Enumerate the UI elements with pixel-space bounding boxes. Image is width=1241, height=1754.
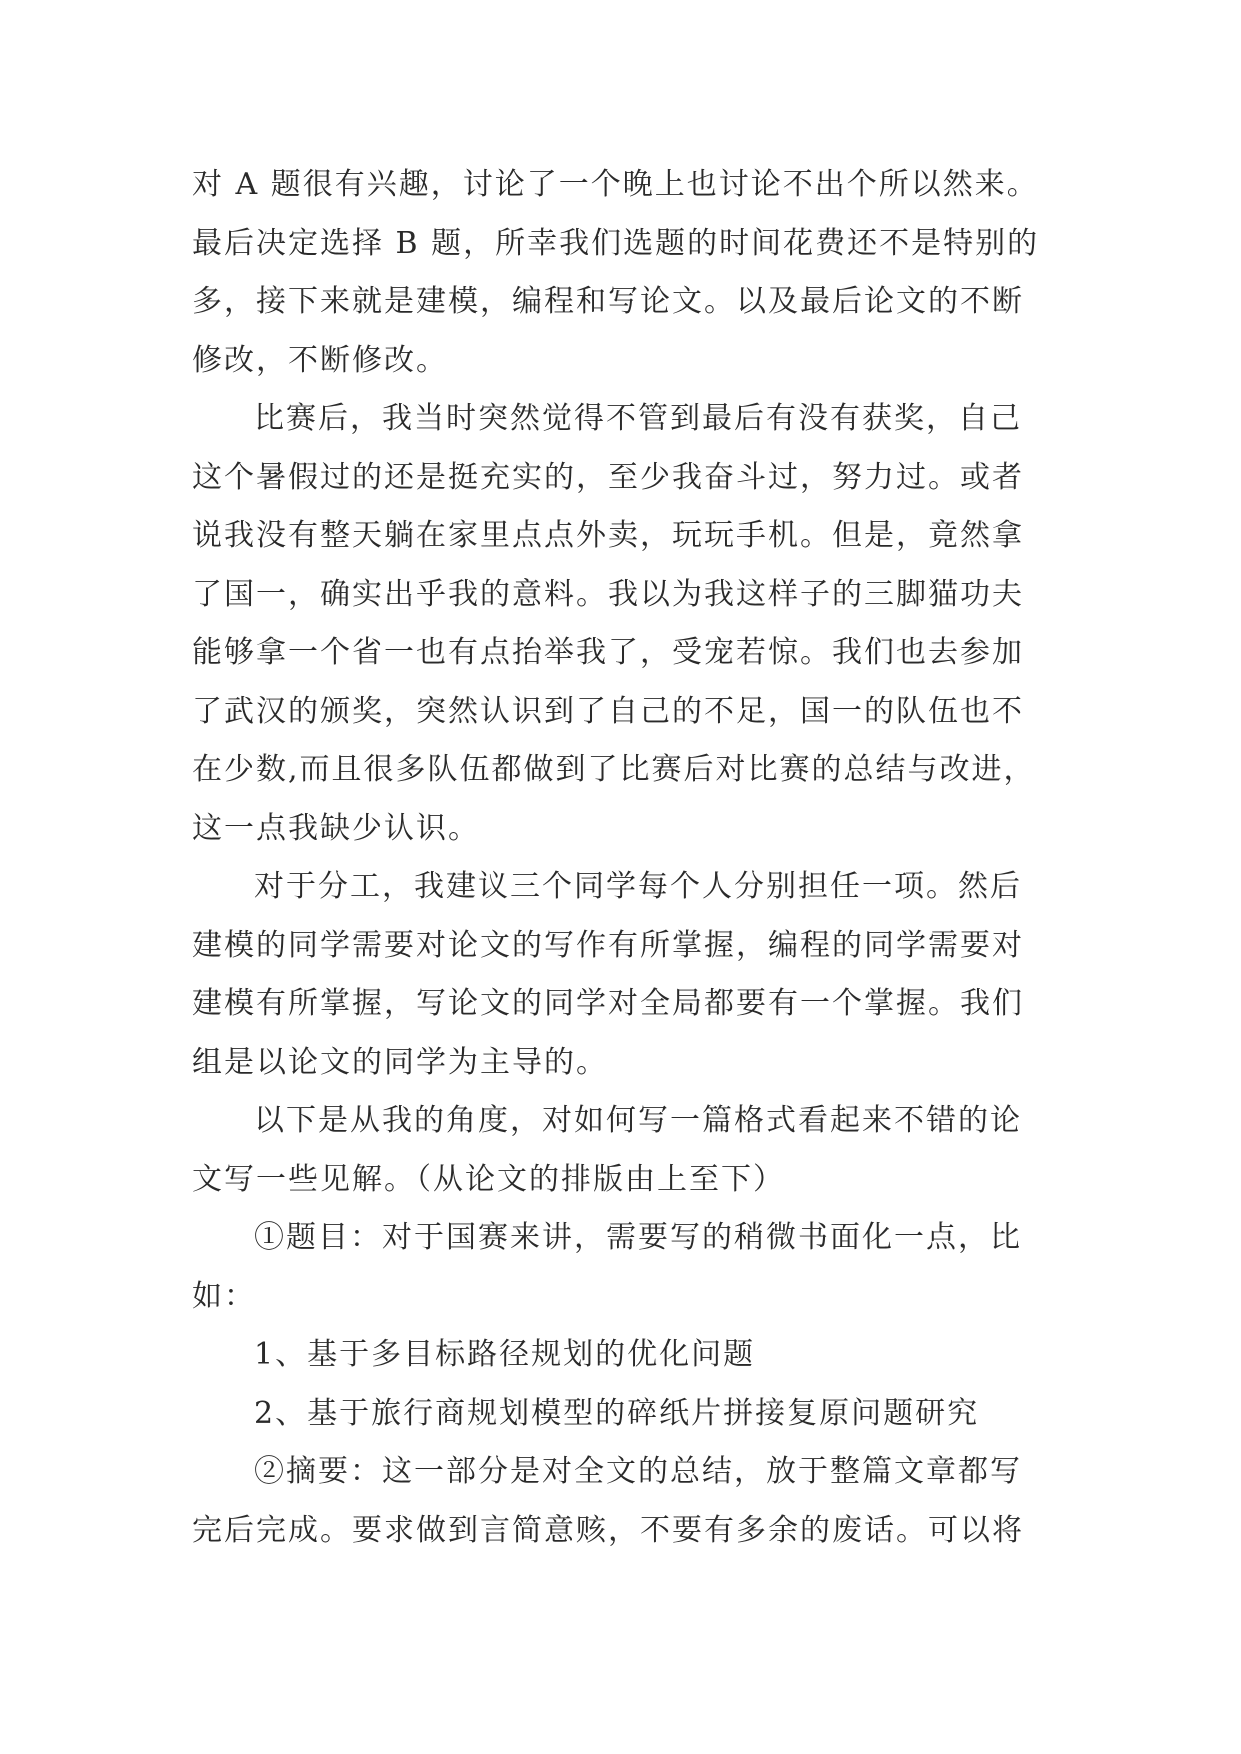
text-line: 说我没有整天躺在家里点点外卖，玩玩手机。但是，竟然拿 bbox=[192, 518, 1024, 553]
text-line: 组是以论文的同学为主导的。 bbox=[192, 1044, 608, 1080]
text-line: 对 A 题很有兴趣，讨论了一个晚上也讨论不出个所以然来。 bbox=[192, 167, 1039, 202]
text-line: 这个暑假过的还是挺充实的，至少我奋斗过，努力过。或者 bbox=[192, 459, 1024, 495]
text-line: 了国一，确实出乎我的意料。我以为我这样子的三脚猫功夫 bbox=[192, 576, 1024, 612]
list-item: 2、基于旅行商规划模型的碎纸片拼接复原问题研究 bbox=[254, 1395, 980, 1431]
document-body bbox=[192, 156, 1052, 1560]
paragraph-start-line: 以下是从我的角度，对如何写一篇格式看起来不错的论 bbox=[254, 1103, 1022, 1138]
list-item: 1、基于多目标路径规划的优化问题 bbox=[254, 1337, 756, 1372]
text-line: 最后决定选择 B 题，所幸我们选题的时间花费还不是特别的 bbox=[192, 225, 1040, 261]
text-line: 建模有所掌握，写论文的同学对全局都要有一个掌握。我们 bbox=[192, 986, 1024, 1021]
text-line: 完后完成。要求做到言简意赅，不要有多余的废话。可以将 bbox=[192, 1512, 1024, 1548]
text-line: 建模的同学需要对论文的写作有所掌握，编程的同学需要对 bbox=[192, 927, 1024, 963]
paragraph-start-line: ①题目：对于国赛来讲，需要写的稍微书面化一点，比 bbox=[254, 1220, 1022, 1255]
text-line: 文写一些见解。（从论文的排版由上至下） bbox=[192, 1161, 785, 1197]
text-line: 如： bbox=[192, 1278, 256, 1314]
text-line: 能够拿一个省一也有点抬举我了，受宠若惊。我们也去参加 bbox=[192, 635, 1024, 670]
text-line: 修改，不断修改。 bbox=[192, 342, 448, 378]
paragraph-start-line: 比赛后，我当时突然觉得不管到最后有没有获奖，自己 bbox=[254, 401, 1022, 436]
paragraph-start-line: 对于分工，我建议三个同学每个人分别担任一项。然后 bbox=[254, 869, 1022, 904]
paragraph-start-line: ②摘要：这一部分是对全文的总结，放于整篇文章都写 bbox=[254, 1454, 1022, 1489]
text-line: 这一点我缺少认识。 bbox=[192, 810, 480, 846]
text-line: 了武汉的颁奖，突然认识到了自己的不足，国一的队伍也不 bbox=[192, 693, 1024, 729]
text-line: 在少数,而且很多队伍都做到了比赛后对比赛的总结与改进， bbox=[192, 752, 1036, 787]
text-line: 多，接下来就是建模，编程和写论文。以及最后论文的不断 bbox=[192, 284, 1024, 319]
